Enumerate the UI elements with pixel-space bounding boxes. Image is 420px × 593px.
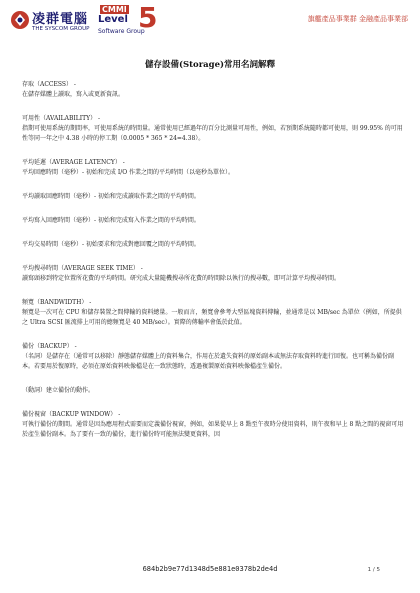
glossary-entry — [22, 386, 404, 396]
entry-description: （名詞）是儲存在（通常可以移除）靜態儲存媒體上的資料集合，作用在於遺失資料的原始副本或無法存取資料時進行回復。也可稱為備份副本。若要用於復原時，必須在原始資料映像檔是在一致狀態時，透過複製原始資料映像檔產生備份。 — [22, 353, 395, 370]
entry-description: 指期可使用系統的期間率，可使用系統的時間量。通常使用已經過年的百分比測量可用性，例如，若預期系統隨時都可使用，則 99.95% 的可用性等同一年之中 4.38 小時的停工期（0.0005 * 365 * 24=4.38）。 — [22, 125, 403, 142]
glossary-entry — [22, 114, 404, 144]
cmmi-badge — [96, 3, 162, 39]
entry-description: （動詞）建立備份的動作。 — [22, 387, 95, 394]
entry-description: 可執行備份的期間。通常是因為應用程式需要而定義備份視窗，例如，如果從早上 8 點至午夜時分使用資料，則午夜和早上 8 點之間的視窗可用於產生備份副本。為了要有一致的備份，進行備份時可能無法變更資料，因 — [22, 421, 404, 438]
entry-description: 平均回應時間（毫秒）- 初始和完成 I/O 作業之間的平均時間（以毫秒為單位）。 — [22, 169, 235, 176]
entry-term: 平均搜尋時間（AVERAGE SEEK TIME） - — [22, 265, 143, 272]
glossary-entry — [22, 264, 404, 284]
entry-description: 平均寫入回應時間（毫秒）- 初始和完成寫入作業之間的平均時間。 — [22, 217, 200, 224]
entry-term: 可用性（AVAILABILITY） - — [22, 115, 101, 122]
document-title: 儲存設備(Storage)常用名詞解釋 — [144, 60, 276, 70]
entry-description: 平均讀取回應時間（毫秒）- 初始和完成讀取作業之間的平均時間。 — [22, 193, 200, 200]
entry-term: 存取（ACCESS） - — [22, 81, 76, 88]
cmmi-subtitle: Software Group — [98, 28, 145, 35]
entry-description: 讀寫頭移到特定位置所花費的平均時間。研究成大量隨機搜尋所花費的時間除以執行的搜尋數，即可計算平均搜尋時間。 — [22, 275, 341, 282]
glossary-entry — [22, 240, 404, 250]
page-header — [0, 0, 420, 44]
glossary-entry — [22, 410, 404, 440]
entry-term: 平均延遲（AVERAGE LATENCY） - — [22, 159, 125, 166]
entry-description: 頻寬是一次可在 CPU 和儲存裝置之間傳輸的資料總量。一般而言，頻寬會參考大型區塊資料傳輸，並通常是以 MB/sec 為單位（例如，所提供之 Ultra SCSI 匯流排上可用的總頻寬是 40 MB/sec）。實際的傳輸率會低於此值。 — [22, 309, 402, 326]
entry-term: 頻寬（BANDWIDTH） - — [22, 299, 92, 306]
entry-term: 備份視窗（BACKUP WINDOW） - — [22, 411, 121, 418]
document-hash: 684b2b9e77d1348d5e881e0378b2de4d — [142, 565, 278, 573]
logo-subtitle: THE SYSCOM GROUP — [32, 26, 90, 32]
glossary-entry — [22, 298, 404, 328]
glossary-content — [22, 80, 404, 454]
glossary-entry — [22, 342, 404, 372]
glossary-entry — [22, 192, 404, 202]
entry-term: 備份（BACKUP） - — [22, 343, 77, 350]
department-label: 旗艦產品事業群 金融產品事業部 — [307, 15, 408, 23]
syscom-logo-icon — [10, 10, 30, 30]
entry-description: 平均交易時間（毫秒）- 初始要求和完成對應回覆之間的平均時間。 — [22, 241, 200, 248]
glossary-entry — [22, 158, 404, 178]
glossary-entry — [22, 80, 404, 100]
glossary-entry — [22, 216, 404, 226]
entry-description: 在儲存媒體上讀取，寫入或更新資訊。 — [22, 91, 125, 98]
logo-title: 凌群電腦 — [32, 12, 89, 27]
cmmi-label: CMMI — [102, 5, 127, 14]
syscom-logo — [10, 8, 94, 34]
page-number: 1 / 5 — [367, 567, 380, 573]
cmmi-level-number: 5 — [138, 1, 158, 34]
cmmi-level-label: Level — [98, 14, 128, 25]
